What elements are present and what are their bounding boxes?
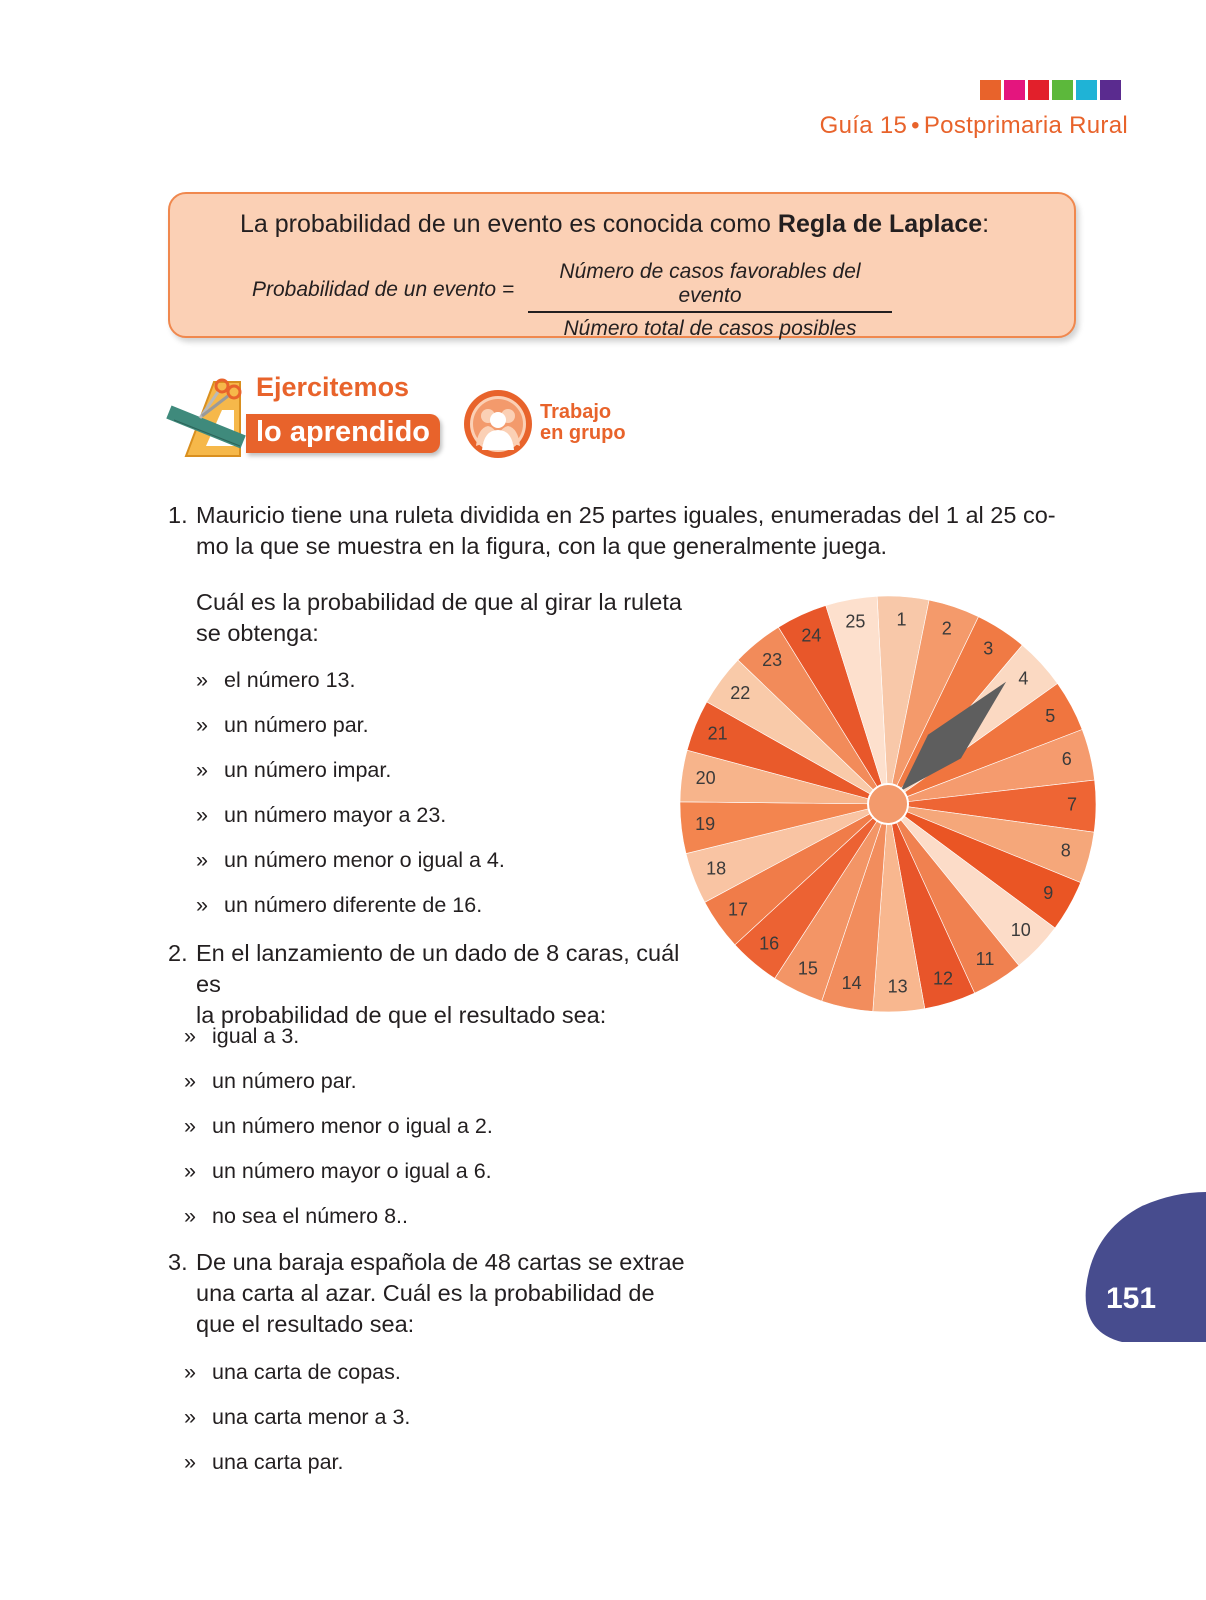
bullet-mark: » <box>184 1159 196 1183</box>
roulette-label-21: 21 <box>707 723 728 744</box>
roulette-label-24: 24 <box>801 625 822 646</box>
list-item <box>184 1114 493 1159</box>
roulette-label-23: 23 <box>762 649 783 670</box>
list-item <box>196 848 505 893</box>
question-3-line2: una carta al azar. Cuál es la probabilidad de <box>196 1280 655 1306</box>
list-item-text: un número menor o igual a 2. <box>212 1114 493 1138</box>
list-item <box>184 1450 410 1495</box>
formula-fraction <box>528 260 892 341</box>
formula-lhs: Probabilidad de un evento = <box>252 278 515 301</box>
list-item <box>196 668 505 713</box>
color-bar <box>980 80 1121 100</box>
list-item <box>196 758 505 803</box>
list-item <box>196 893 505 938</box>
question-1-number: 1. <box>168 502 188 528</box>
bullet-mark: » <box>184 1069 196 1093</box>
question-2-line1: En el lanzamiento de un dado de 8 caras, cuál es <box>196 940 680 997</box>
bullet-mark: » <box>184 1114 196 1138</box>
list-item-text: un número impar. <box>224 758 392 782</box>
roulette-label-10: 10 <box>1010 920 1031 941</box>
laplace-colon: : <box>982 210 990 238</box>
question-3-number: 3. <box>168 1249 188 1275</box>
bullet-mark: » <box>184 1450 196 1474</box>
roulette-label-4: 4 <box>1018 668 1029 689</box>
question-1-prompt-line1: Cuál es la probabilidad de que al girar la ruleta <box>196 589 682 615</box>
roulette-label-14: 14 <box>841 973 862 994</box>
bullet-mark: » <box>196 893 208 917</box>
laplace-rule-name: Regla de Laplace <box>777 210 983 238</box>
question-3-line1: De una baraja española de 48 cartas se extrae <box>196 1249 685 1275</box>
question-1 <box>168 500 1076 562</box>
bullet-mark: » <box>184 1405 196 1429</box>
section-badge <box>166 372 466 462</box>
list-item-text: el número 13. <box>224 668 356 692</box>
group-label-line2: en grupo <box>540 422 626 444</box>
question-1-prompt <box>196 587 696 649</box>
question-1-prompt-line2: se obtenga: <box>196 620 319 646</box>
laplace-intro-text: La probabilidad de un evento es conocida como <box>240 210 778 238</box>
formula-numerator: Número de casos favorables del evento <box>528 260 892 313</box>
color-swatch-2 <box>1004 80 1025 100</box>
header-separator: • <box>911 112 920 139</box>
bullet-mark: » <box>196 803 208 827</box>
roulette-label-3: 3 <box>983 638 994 659</box>
list-item-text: una carta de copas. <box>212 1360 401 1384</box>
question-1-line1: Mauricio tiene una ruleta dividida en 25 partes iguales, enumeradas del 1 al 25 co- <box>196 502 1056 528</box>
roulette-label-5: 5 <box>1045 705 1056 726</box>
question-1-options <box>196 668 505 938</box>
list-item-text: un número par. <box>212 1069 357 1093</box>
list-item <box>184 1360 410 1405</box>
list-item <box>184 1069 493 1114</box>
bullet-mark: » <box>184 1204 196 1228</box>
program-label: Postprimaria Rural <box>923 112 1128 139</box>
roulette-label-7: 7 <box>1066 794 1078 815</box>
roulette-label-19: 19 <box>695 813 716 834</box>
question-2-options <box>184 1024 493 1249</box>
group-label-line1: Trabajo <box>540 401 612 423</box>
list-item-text: una carta par. <box>212 1450 344 1474</box>
formula-denominator: Número total de casos posibles <box>563 317 857 340</box>
list-item-text: un número par. <box>224 713 369 737</box>
color-swatch-5 <box>1076 80 1097 100</box>
color-swatch-3 <box>1028 80 1049 100</box>
roulette-hub <box>868 784 908 824</box>
roulette-label-11: 11 <box>975 949 995 970</box>
color-swatch-1 <box>980 80 1001 100</box>
question-1-line2: mo la que se muestra en la figura, con la que generalmente juega. <box>196 533 888 559</box>
list-item <box>184 1405 410 1450</box>
bullet-mark: » <box>196 848 208 872</box>
bullet-mark: » <box>196 758 208 782</box>
roulette-label-1: 1 <box>896 609 907 630</box>
section-title: Ejercitemos <box>256 372 410 402</box>
roulette-label-6: 6 <box>1061 748 1072 769</box>
question-3-line3: que el resultado sea: <box>196 1311 415 1337</box>
list-item-text: un número mayor o igual a 6. <box>212 1159 492 1183</box>
question-2 <box>168 938 696 1031</box>
roulette-label-18: 18 <box>706 858 727 879</box>
list-item <box>184 1159 493 1204</box>
list-item-text: igual a 3. <box>212 1024 300 1048</box>
question-2-number: 2. <box>168 940 188 966</box>
laplace-intro <box>240 210 989 239</box>
laplace-rule-box <box>168 192 1076 338</box>
list-item-text: una carta menor a 3. <box>212 1405 411 1429</box>
roulette-label-16: 16 <box>759 933 780 954</box>
question-3 <box>168 1247 690 1340</box>
roulette-label-25: 25 <box>845 611 866 632</box>
color-swatch-4 <box>1052 80 1073 100</box>
page-number: 151 <box>1106 1282 1157 1315</box>
roulette-label-17: 17 <box>727 899 749 920</box>
list-item-text: no sea el número 8.. <box>212 1204 409 1228</box>
list-item <box>184 1204 493 1249</box>
list-item-text: un número mayor a 23. <box>224 803 447 827</box>
roulette-label-9: 9 <box>1043 883 1054 904</box>
roulette-label-2: 2 <box>941 618 952 639</box>
running-header <box>820 112 1128 140</box>
roulette-label-15: 15 <box>797 958 818 979</box>
guide-label: Guía 15 <box>819 112 908 139</box>
roulette-label-13: 13 <box>887 976 908 997</box>
question-3-options <box>184 1360 410 1495</box>
list-item <box>184 1024 493 1069</box>
roulette-wheel <box>676 592 1100 1016</box>
roulette-label-8: 8 <box>1060 840 1071 861</box>
page-number-blob <box>1082 1192 1206 1342</box>
list-item <box>196 713 505 758</box>
bullet-mark: » <box>184 1360 196 1384</box>
roulette-label-20: 20 <box>695 767 716 788</box>
color-swatch-6 <box>1100 80 1121 100</box>
list-item-text: un número menor o igual a 4. <box>224 848 505 872</box>
bullet-mark: » <box>196 713 208 737</box>
group-work-icon <box>462 388 534 460</box>
roulette-label-22: 22 <box>730 683 751 704</box>
list-item-text: un número diferente de 16. <box>224 893 483 917</box>
list-item <box>196 803 505 848</box>
bullet-mark: » <box>196 668 208 692</box>
ruler-scissors-icon <box>166 376 248 460</box>
section-subtitle: lo aprendido <box>246 414 440 453</box>
question-2-line2: la probabilidad de que el resultado sea: <box>196 1002 607 1028</box>
roulette-label-12: 12 <box>932 968 954 989</box>
bullet-mark: » <box>184 1024 196 1048</box>
group-work-label <box>540 402 626 444</box>
